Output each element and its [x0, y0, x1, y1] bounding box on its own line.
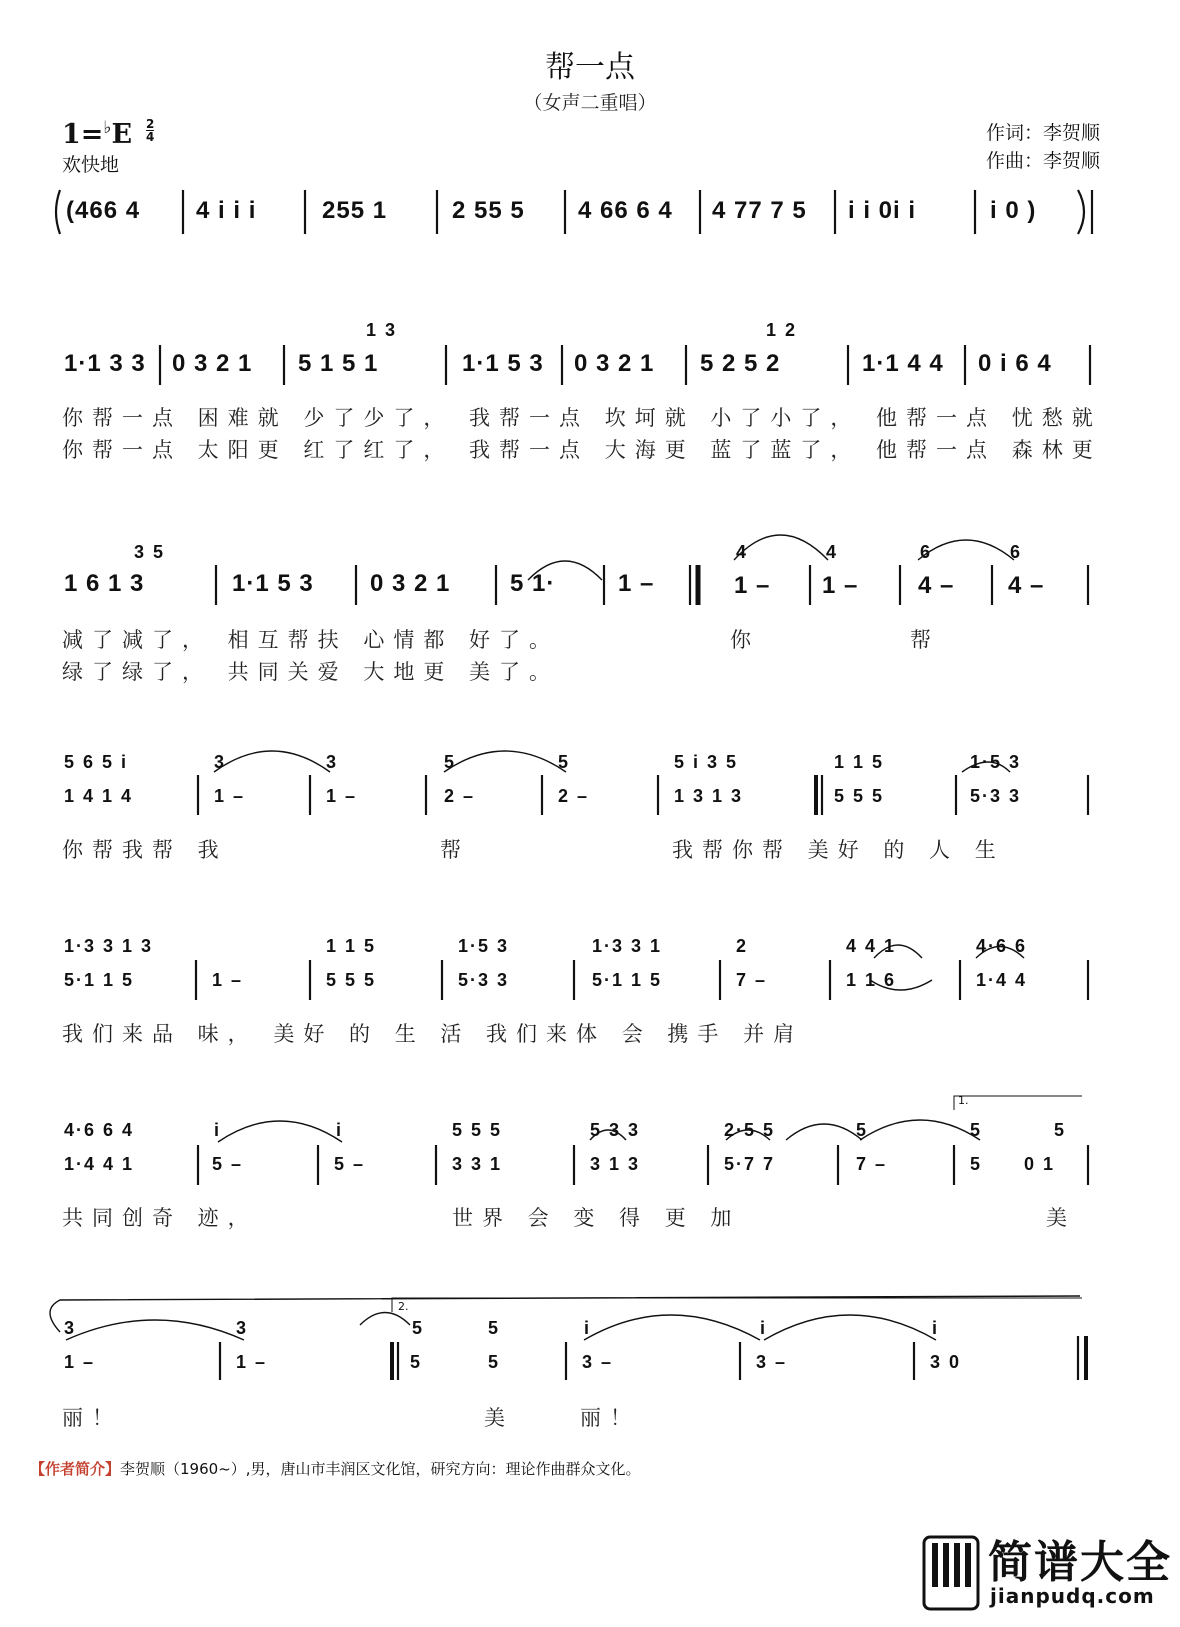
author-bio: [30, 1458, 641, 1479]
lyricist-credit: 作词：李贺顺: [986, 122, 1101, 144]
s4-upper-4: 1·3 3 1: [592, 936, 663, 956]
s1-m8: 0 i 6 4: [978, 350, 1052, 377]
s4-upper-3: 1·5 3: [458, 936, 510, 956]
s6-lyrics-c: 丽！: [580, 1406, 640, 1430]
bio-tag: 【作者简介】: [30, 1460, 121, 1478]
s3-lower-8: 5·3 3: [970, 786, 1022, 806]
s5-lower-5: 3 1 3: [590, 1154, 641, 1174]
brand-name: 简谱大全: [988, 1537, 1172, 1588]
brand-url: jianpudq.com: [990, 1584, 1155, 1608]
s4-lower-6: 7 –: [736, 970, 768, 990]
intro-m3: 255 1: [322, 197, 388, 224]
s4-lyrics: 我们来品 味， 美好 的 生 活 我们来体 会 携手 并肩: [62, 1022, 804, 1046]
s5-lower-2: 5 –: [212, 1154, 244, 1174]
s5-upper-7: 5: [856, 1120, 869, 1140]
s2-upper-4: 6: [1010, 542, 1023, 562]
s2-m3: 0 3 2 1: [370, 570, 451, 597]
song-subtitle: （女声二重唱）: [523, 92, 657, 114]
s5-upper-9: 5: [1054, 1120, 1067, 1140]
s4-lower-7: 1 1 6: [846, 970, 897, 990]
s6-lower-6: 3 –: [756, 1352, 788, 1372]
piano-keys-icon: [922, 1535, 980, 1611]
s1-m6: 5 2 5 2: [700, 350, 781, 377]
s6-upper-7: i: [932, 1318, 940, 1338]
s4-lower-8: 1·4 4: [976, 970, 1028, 990]
s4-lower-2: 1 –: [212, 970, 244, 990]
s2-lyrics-ni: 你: [730, 628, 760, 652]
s3-lower-6: 1 3 1 3: [674, 786, 744, 806]
s2-upper-1: 4: [736, 542, 749, 562]
s1-m2: 0 3 2 1: [172, 350, 253, 377]
intro-m8: i 0 ): [990, 197, 1037, 224]
s2-m5: 1 –: [618, 570, 655, 597]
s5-upper-4: 5 5 5: [452, 1120, 503, 1140]
barlines: [56, 190, 1092, 1380]
s3-upper-8: 1·5 3: [970, 752, 1022, 772]
s6-lyrics-a: 丽！: [62, 1406, 122, 1430]
s6-lower-5: 3 –: [582, 1352, 614, 1372]
meter-top: 2: [146, 117, 155, 131]
s5-upper-6: 2·5 5: [724, 1120, 776, 1140]
intro-m6: 4 77 7 5: [712, 197, 807, 224]
key-accidental: ♭: [103, 118, 112, 138]
intro-m4: 2 55 5: [452, 197, 525, 224]
s2-m7: 1 –: [822, 572, 859, 599]
s5-lower-8: 5: [970, 1154, 983, 1174]
s3-upper-2: 3: [214, 752, 227, 772]
s1-harmony-1: 1 3: [366, 320, 398, 340]
s2-harmony: 3 5: [134, 542, 166, 562]
s2-lyrics-verse1: 减了减了， 相互帮扶 心情都 好了。: [62, 628, 560, 652]
s6-lower-4: 5: [488, 1352, 501, 1372]
s3-lyrics-b: 帮: [440, 838, 470, 862]
key-label: 1=: [62, 119, 104, 150]
s6-lower-1: 1 –: [64, 1352, 96, 1372]
s4-upper-2: 1 1 5: [326, 936, 377, 956]
s1-m4: 1·1 5 3: [462, 350, 544, 377]
meter-bottom: 4: [146, 130, 155, 144]
s5-lower-1: 1·4 4 1: [64, 1154, 135, 1174]
s3-lower-4: 2 –: [444, 786, 476, 806]
intro-m1: (466 4: [66, 197, 141, 224]
s3-upper-5: 5: [558, 752, 571, 772]
s6-upper-2: 3: [236, 1318, 249, 1338]
s1-m3: 5 1 5 1: [298, 350, 379, 377]
s4-upper-6: 4 4 1: [846, 936, 897, 956]
s3-upper-4: 5: [444, 752, 457, 772]
tempo-marking: 欢快地: [62, 154, 120, 176]
s2-m8: 4 –: [918, 572, 955, 599]
volta-2-label: 2.: [398, 1300, 409, 1313]
s5-lower-7: 7 –: [856, 1154, 888, 1174]
bio-text: 李贺顺（1960~）,男，唐山市丰润区文化馆，研究方向：理论作曲群众文化。: [120, 1460, 641, 1478]
s3-lower-1: 1 4 1 4: [64, 786, 134, 806]
s5-lyrics-a: 共同创奇 迹，: [62, 1206, 258, 1230]
s3-upper-3: 3: [326, 752, 339, 772]
s4-lower-4: 5·3 3: [458, 970, 510, 990]
s6-upper-6: i: [760, 1318, 768, 1338]
s1-m7: 1·1 4 4: [862, 350, 944, 377]
s6-lower-2: 1 –: [236, 1352, 268, 1372]
s1-m5: 0 3 2 1: [574, 350, 655, 377]
s2-lyrics-verse2: 绿了绿了， 共同关爱 大地更 美了。: [62, 660, 560, 684]
s2-m6: 1 –: [734, 572, 771, 599]
intro-m5: 4 66 6 4: [578, 197, 673, 224]
volta-brackets: [392, 1096, 1082, 1312]
s1-lyrics-verse2: 你帮一点 太阳更 红了红了， 我帮一点 大海更 蓝了蓝了， 他帮一点 森林更: [62, 438, 1102, 462]
s1-m1: 1·1 3 3: [64, 350, 146, 377]
s4-upper-1: 1·3 3 1 3: [64, 936, 154, 956]
s2-upper-3: 6: [920, 542, 933, 562]
s3-lower-5: 2 –: [558, 786, 590, 806]
s2-m9: 4 –: [1008, 572, 1045, 599]
s2-m2: 1·1 5 3: [232, 570, 314, 597]
s6-upper-4: 5: [488, 1318, 501, 1338]
slurs: [50, 535, 1080, 1340]
s1-harmony-2: 1 2: [766, 320, 798, 340]
s3-upper-7: 1 1 5: [834, 752, 885, 772]
s3-upper-6: 5 i 3 5: [674, 752, 739, 772]
s2-lyrics-bang: 帮: [910, 628, 940, 652]
s5-lower-6: 5·7 7: [724, 1154, 776, 1174]
s2-m1: 1 6 1 3: [64, 570, 145, 597]
s2-m4: 5 1·: [510, 570, 556, 597]
s5-lyrics-b: 世界 会 变 得 更 加: [452, 1206, 741, 1230]
s4-lower-5: 5·1 1 5: [592, 970, 663, 990]
s5-upper-8: 5: [970, 1120, 983, 1140]
s6-upper-1: 3: [64, 1318, 77, 1338]
s5-lyrics-c: 美: [1046, 1206, 1076, 1230]
s5-lower-4: 3 3 1: [452, 1154, 503, 1174]
s4-upper-7: 4·6 6: [976, 936, 1028, 956]
s5-upper-5: 5 3 3: [590, 1120, 641, 1140]
s6-lower-3: 5: [410, 1352, 423, 1372]
volta-1-label: 1.: [958, 1094, 969, 1107]
s6-lower-7: 3 0: [930, 1352, 962, 1372]
s4-upper-5: 2: [736, 936, 749, 956]
s3-lyrics-a: 你帮我帮 我: [62, 838, 228, 862]
s5-lower-9: 0 1: [1024, 1154, 1056, 1174]
s3-lower-2: 1 –: [214, 786, 246, 806]
s6-lyrics-b: 美: [484, 1406, 514, 1430]
s4-lower-3: 5 5 5: [326, 970, 377, 990]
composer-credit: 作曲：李贺顺: [986, 150, 1101, 172]
s5-upper-2: i: [214, 1120, 222, 1140]
s2-upper-2: 4: [826, 542, 839, 562]
key-note: E: [111, 119, 133, 150]
s3-lower-3: 1 –: [326, 786, 358, 806]
s5-upper-3: i: [336, 1120, 344, 1140]
s5-upper-1: 4·6 6 4: [64, 1120, 135, 1140]
s6-upper-3: 5: [412, 1318, 425, 1338]
intro-m7: i i 0i i: [848, 197, 917, 224]
s3-lyrics-c: 我帮你帮 美好 的 人 生: [672, 838, 1005, 862]
s6-upper-5: i: [584, 1318, 592, 1338]
intro-m2: 4 i i i: [196, 197, 257, 224]
s4-lower-1: 5·1 1 5: [64, 970, 135, 990]
s1-lyrics-verse1: 你帮一点 困难就 少了少了， 我帮一点 坎坷就 小了小了， 他帮一点 忧愁就: [62, 406, 1102, 430]
s3-lower-7: 5 5 5: [834, 786, 885, 806]
s3-upper-1: 5 6 5 i: [64, 752, 129, 772]
s5-lower-3: 5 –: [334, 1154, 366, 1174]
song-title: 帮一点: [545, 50, 635, 85]
